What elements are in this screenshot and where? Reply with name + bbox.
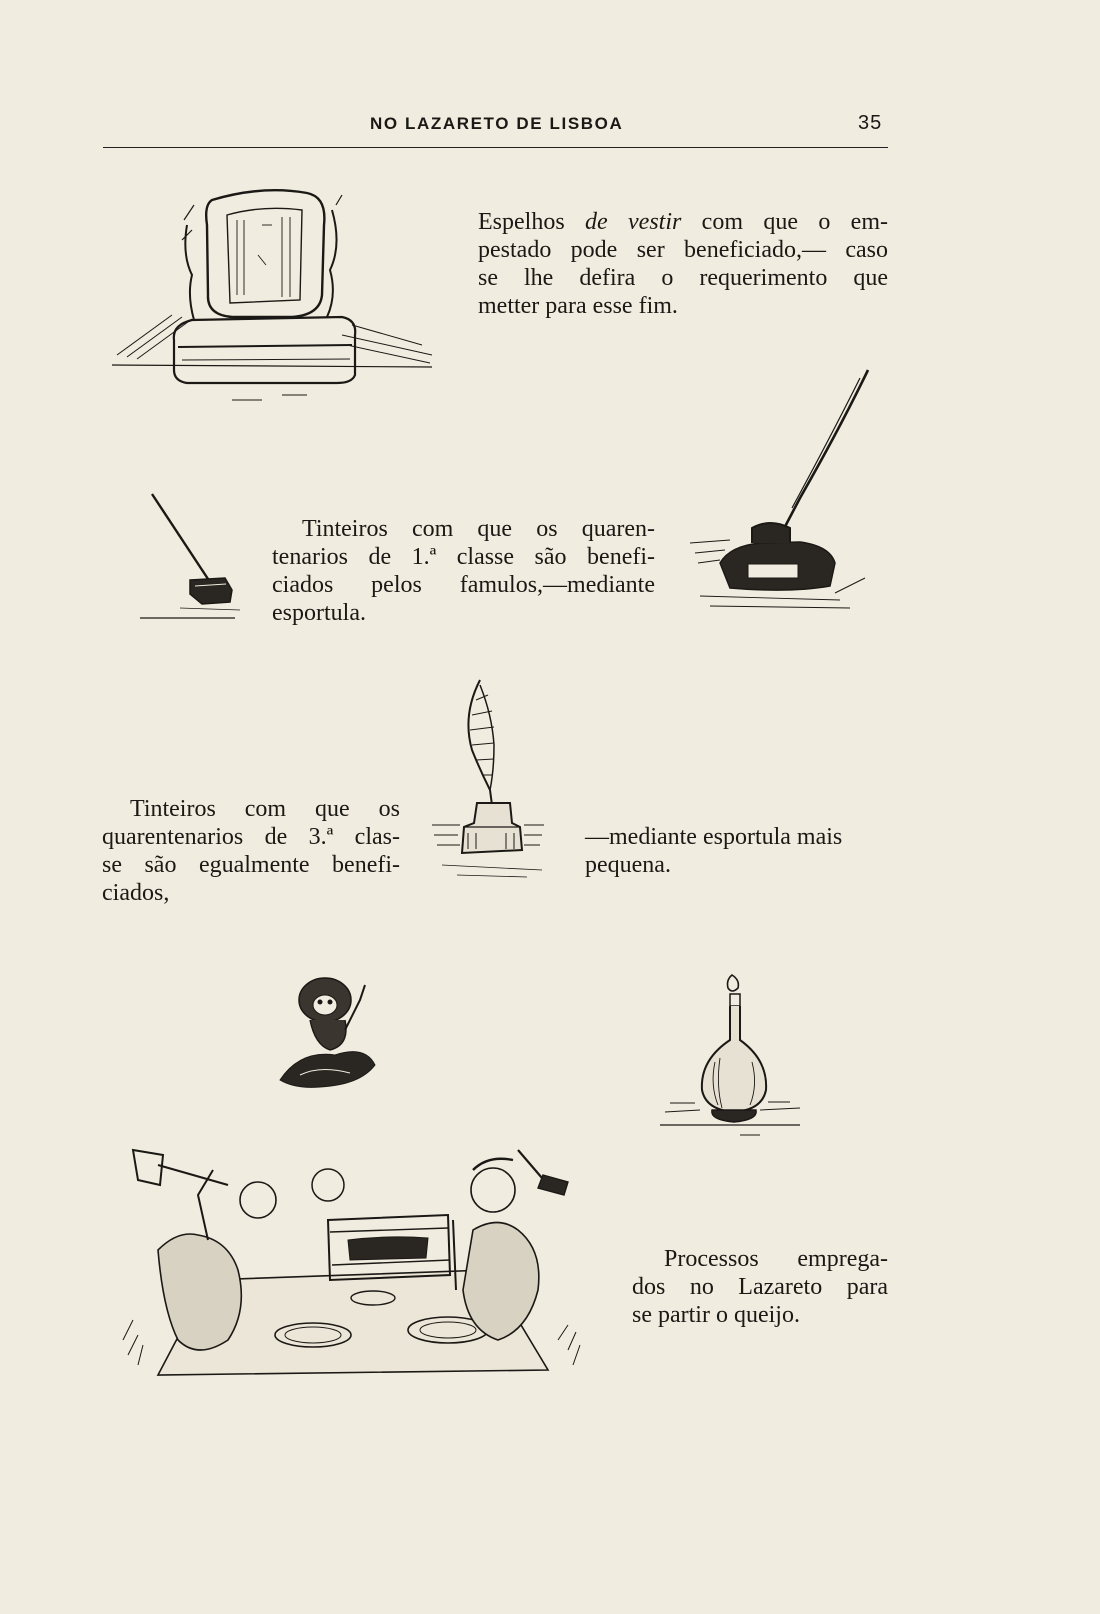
mirror-caption-text: Espelhos bbox=[478, 209, 586, 235]
feather-inkwell-illustration bbox=[432, 675, 552, 890]
caption-line: se são egualmente benefi- bbox=[102, 852, 400, 878]
monkey-illustration bbox=[280, 965, 390, 1090]
third-class-inkwell-caption bbox=[102, 795, 400, 907]
caption-line: quarentenarios de 3.ª clas- bbox=[102, 824, 400, 850]
mirror-caption bbox=[478, 208, 888, 320]
mirror-caption-text: com que o em- bbox=[681, 209, 888, 235]
caption-line: se partir o queijo. bbox=[632, 1302, 800, 1328]
first-class-inkwell-caption bbox=[272, 515, 655, 627]
caption-line: —mediante esportula mais bbox=[585, 824, 843, 850]
caption-line: ciados, bbox=[102, 880, 170, 906]
caption-line: pequena. bbox=[585, 852, 671, 878]
caption-line: Tinteiros com que os quaren- bbox=[302, 516, 655, 542]
cheese-breaking-illustration bbox=[118, 1140, 598, 1385]
caption-line: esportula. bbox=[272, 600, 366, 626]
mirror-caption-line-1 bbox=[478, 208, 888, 236]
caption-line: dos no Lazareto para bbox=[632, 1274, 888, 1300]
page-number: 35 bbox=[858, 112, 883, 134]
small-inkwell-illustration bbox=[140, 490, 245, 625]
dressing-mirror-illustration bbox=[112, 185, 442, 410]
caption-line: Tinteiros com que os bbox=[130, 796, 400, 822]
third-class-inkwell-caption-continued bbox=[585, 823, 895, 879]
mirror-caption-line-3: se lhe defira o requerimento que bbox=[478, 265, 888, 291]
caption-line: tenarios de 1.ª classe são benefi- bbox=[272, 544, 655, 570]
cheese-caption bbox=[632, 1245, 888, 1329]
running-header-title: NO LAZARETO DE LISBOA bbox=[370, 114, 624, 133]
decanter-illustration bbox=[660, 970, 810, 1145]
mirror-caption-italic: de vestir bbox=[585, 209, 682, 235]
mirror-caption-line-2: pestado pode ser beneficiado,— caso bbox=[478, 237, 888, 263]
large-inkwell-illustration bbox=[690, 368, 870, 633]
caption-line: ciados pelos famulos,—mediante bbox=[272, 572, 655, 598]
caption-line: Processos emprega- bbox=[664, 1246, 888, 1272]
header-rule bbox=[103, 147, 888, 148]
mirror-caption-line-4: metter para esse fim. bbox=[478, 293, 678, 319]
